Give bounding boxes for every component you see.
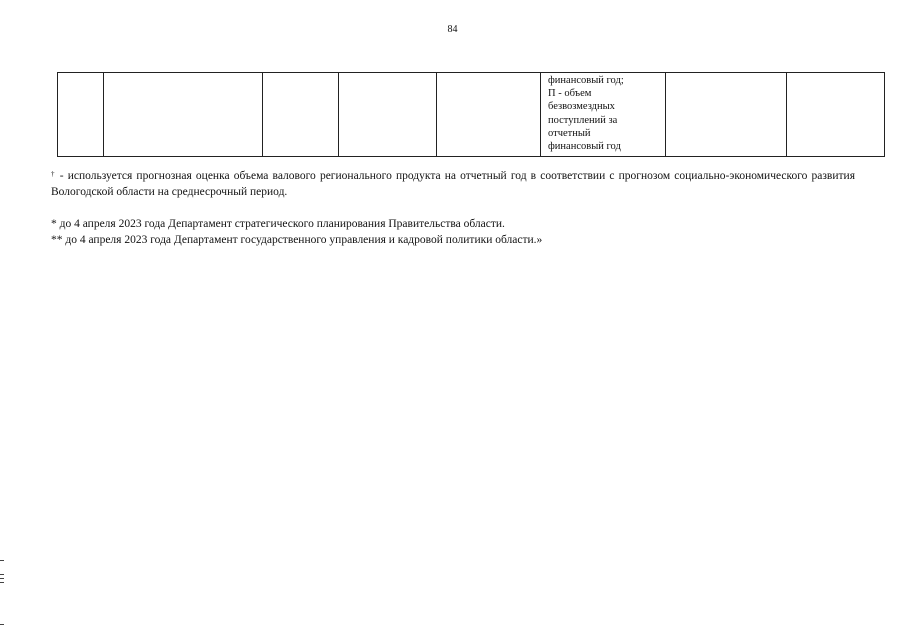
description-line: отчетный xyxy=(548,127,591,139)
description-line: поступлений за xyxy=(548,114,618,126)
page-number: 84 xyxy=(447,24,458,35)
table-cell-column-4 xyxy=(339,73,437,157)
table-row xyxy=(58,73,885,157)
footnote-dagger-text: - используется прогнозная оценка объема валового регионального продукта на отчетный год в соответствии с прогнозом социально-экономического развития Вологодской области на среднесрочный период. xyxy=(51,170,855,198)
scan-edge-marks xyxy=(0,560,6,630)
description-line: безвозмездных xyxy=(548,101,615,113)
table-cell-responsible xyxy=(787,73,885,157)
table-cell-column-5 xyxy=(437,73,541,157)
footnote-star-1: * до 4 апреля 2023 года Департамент стратегического планирования Правительства области. xyxy=(51,218,505,230)
formula-description-text xyxy=(541,73,665,153)
table-cell-number xyxy=(58,73,104,157)
table-cell-indicator xyxy=(104,73,263,157)
table-cell-formula-description xyxy=(541,73,666,157)
footnotes xyxy=(51,168,855,248)
table-cell-unit xyxy=(263,73,339,157)
footnote-spacer xyxy=(51,200,855,216)
dagger-mark: † xyxy=(51,170,56,178)
description-line: финансовый год; xyxy=(548,75,624,86)
footnote-star-2: ** до 4 апреля 2023 года Департамент государственного управления и кадровой политики области.» xyxy=(51,234,543,246)
table-continuation xyxy=(57,72,885,157)
description-line: П - объем xyxy=(548,88,592,100)
footnote-dagger xyxy=(51,168,855,200)
description-line: финансовый год xyxy=(548,141,621,153)
table-cell-source xyxy=(666,73,787,157)
